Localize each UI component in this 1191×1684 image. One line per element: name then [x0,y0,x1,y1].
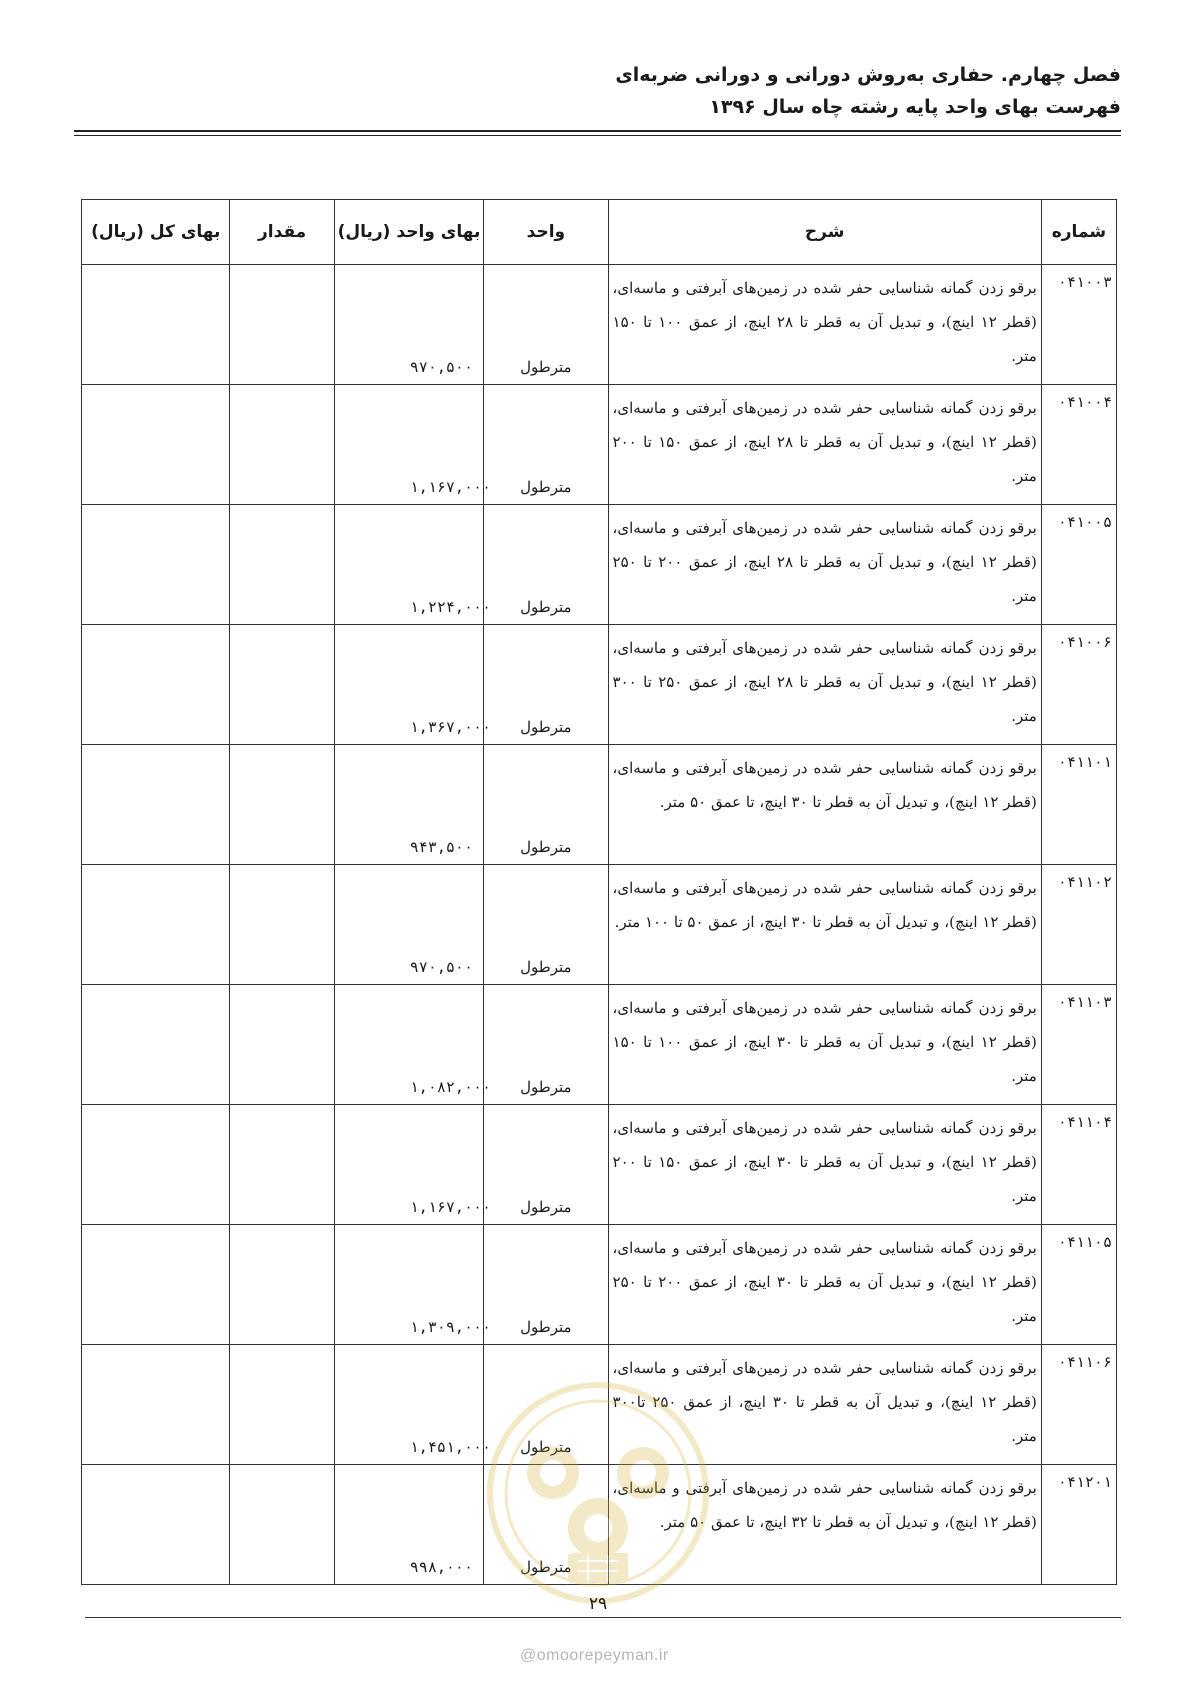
cell-number: ۰۴۱۰۰۵ [1041,505,1116,625]
cell-total-price [82,865,230,985]
cell-number: ۰۴۱۱۰۲ [1041,865,1116,985]
page-number: ۲۹ [588,1594,608,1614]
cell-unit: مترطول [484,265,608,385]
cell-number: ۰۴۱۰۰۴ [1041,385,1116,505]
table-row [82,865,1117,985]
table-row [82,985,1117,1105]
cell-description: برقو زدن گمانه شناسایی حفر شده در زمین‌های آبرفتی و ماسه‌ای، (قطر ۱۲ اینچ)، و تبدیل آن به قطر تا ۳۰ اینچ، از عمق ۱۵۰ تا ۲۰۰ متر. [608,1105,1041,1225]
seal-watermark-icon [483,1378,713,1608]
cell-unit-price: ۱,۱۶۷,۰۰۰ [334,385,483,505]
cell-quantity [230,505,334,625]
cell-total-price [82,745,230,865]
cell-unit: مترطول [484,385,608,505]
cell-description: برقو زدن گمانه شناسایی حفر شده در زمین‌های آبرفتی و ماسه‌ای، (قطر ۱۲ اینچ)، و تبدیل آن به قطر تا ۲۸ اینچ، از عمق ۱۵۰ تا ۲۰۰ متر. [608,385,1041,505]
cell-number: ۰۴۱۰۰۳ [1041,265,1116,385]
cell-quantity [230,865,334,985]
header-rule-thick [74,130,1121,132]
cell-unit-price: ۹۷۰,۵۰۰ [334,865,483,985]
cell-unit: مترطول [484,745,608,865]
table-row [82,625,1117,745]
cell-quantity [230,385,334,505]
col-header-description: شرح [608,200,1041,265]
footer-rule [85,1617,1121,1618]
table-row [82,1105,1117,1225]
col-header-quantity: مقدار [230,200,334,265]
cell-unit-price: ۱,۴۵۱,۰۰۰ [334,1345,483,1465]
cell-description: برقو زدن گمانه شناسایی حفر شده در زمین‌های آبرفتی و ماسه‌ای، (قطر ۱۲ اینچ)، و تبدیل آن به قطر تا ۳۲ اینچ، تا عمق ۵۰ متر. [608,1465,1041,1585]
cell-unit: مترطول [484,1345,608,1465]
cell-number: ۰۴۱۰۰۶ [1041,625,1116,745]
cell-total-price [82,985,230,1105]
cell-number: ۰۴۱۱۰۶ [1041,1345,1116,1465]
cell-quantity [230,265,334,385]
cell-number: ۰۴۱۱۰۵ [1041,1225,1116,1345]
cell-unit-price: ۹۷۰,۵۰۰ [334,265,483,385]
cell-unit: مترطول [484,1105,608,1225]
cell-total-price [82,1465,230,1585]
cell-unit: مترطول [484,1465,608,1585]
cell-total-price [82,1345,230,1465]
cell-number: ۰۴۱۱۰۱ [1041,745,1116,865]
cell-description: برقو زدن گمانه شناسایی حفر شده در زمین‌های آبرفتی و ماسه‌ای، (قطر ۱۲ اینچ)، و تبدیل آن به قطر تا ۲۸ اینچ، از عمق ۲۰۰ تا ۲۵۰ متر. [608,505,1041,625]
cell-total-price [82,625,230,745]
cell-quantity [230,1225,334,1345]
cell-total-price [82,385,230,505]
cell-unit-price: ۹۴۳,۵۰۰ [334,745,483,865]
table-row [82,745,1117,865]
website-watermark: @omoorepeyman.ir [520,1647,669,1664]
table-header-row [82,200,1117,265]
cell-unit-price: ۱,۲۲۴,۰۰۰ [334,505,483,625]
cell-description: برقو زدن گمانه شناسایی حفر شده در زمین‌های آبرفتی و ماسه‌ای، (قطر ۱۲ اینچ)، و تبدیل آن به قطر تا ۳۰ اینچ، از عمق ۵۰ تا ۱۰۰ متر. [608,865,1041,985]
cell-unit-price: ۱,۱۶۷,۰۰۰ [334,1105,483,1225]
cell-quantity [230,625,334,745]
cell-description: برقو زدن گمانه شناسایی حفر شده در زمین‌های آبرفتی و ماسه‌ای، (قطر ۱۲ اینچ)، و تبدیل آن به قطر تا ۳۰ اینچ، تا عمق ۵۰ متر. [608,745,1041,865]
cell-number: ۰۴۱۲۰۱ [1041,1465,1116,1585]
table-row [82,265,1117,385]
cell-total-price [82,265,230,385]
cell-total-price [82,1105,230,1225]
table-row [82,1225,1117,1345]
cell-unit-price: ۱,۳۶۷,۰۰۰ [334,625,483,745]
col-header-unit-price: بهای واحد (ریال) [334,200,483,265]
cell-description: برقو زدن گمانه شناسایی حفر شده در زمین‌های آبرفتی و ماسه‌ای، (قطر ۱۲ اینچ)، و تبدیل آن به قطر تا ۳۰ اینچ، از عمق ۲۵۰ تا۳۰۰ متر. [608,1345,1041,1465]
cell-unit-price: ۱,۳۰۹,۰۰۰ [334,1225,483,1345]
chapter-title: فصل چهارم. حفاری به‌روش دورانی و دورانی ضربه‌ای [615,64,1121,86]
page-header [74,58,1121,126]
cell-quantity [230,1465,334,1585]
cell-quantity [230,745,334,865]
cell-number: ۰۴۱۱۰۳ [1041,985,1116,1105]
cell-unit: مترطول [484,505,608,625]
cell-number: ۰۴۱۱۰۴ [1041,1105,1116,1225]
cell-total-price [82,1225,230,1345]
table-row [82,385,1117,505]
col-header-number: شماره [1041,200,1116,265]
table-row [82,505,1117,625]
cell-unit: مترطول [484,865,608,985]
col-header-total-price: بهای کل (ریال) [82,200,230,265]
cell-unit: مترطول [484,1225,608,1345]
cell-unit: مترطول [484,625,608,745]
cell-quantity [230,1105,334,1225]
cell-quantity [230,985,334,1105]
cell-description: برقو زدن گمانه شناسایی حفر شده در زمین‌های آبرفتی و ماسه‌ای، (قطر ۱۲ اینچ)، و تبدیل آن به قطر تا ۲۸ اینچ، از عمق ۲۵۰ تا ۳۰۰ متر. [608,625,1041,745]
col-header-unit: واحد [484,200,608,265]
price-list-title: فهرست بهای واحد پایه رشته چاه سال ۱۳۹۶ [709,96,1121,118]
cell-description: برقو زدن گمانه شناسایی حفر شده در زمین‌های آبرفتی و ماسه‌ای، (قطر ۱۲ اینچ)، و تبدیل آن به قطر تا ۳۰ اینچ، از عمق ۲۰۰ تا ۲۵۰ متر. [608,1225,1041,1345]
cell-description: برقو زدن گمانه شناسایی حفر شده در زمین‌های آبرفتی و ماسه‌ای، (قطر ۱۲ اینچ)، و تبدیل آن به قطر تا ۳۰ اینچ، از عمق ۱۰۰ تا ۱۵۰ متر. [608,985,1041,1105]
cell-total-price [82,505,230,625]
cell-description: برقو زدن گمانه شناسایی حفر شده در زمین‌های آبرفتی و ماسه‌ای، (قطر ۱۲ اینچ)، و تبدیل آن به قطر تا ۲۸ اینچ، از عمق ۱۰۰ تا ۱۵۰ متر. [608,265,1041,385]
cell-unit-price: ۹۹۸,۰۰۰ [334,1465,483,1585]
header-rule-thin [74,135,1121,136]
cell-quantity [230,1345,334,1465]
cell-unit-price: ۱,۰۸۲,۰۰۰ [334,985,483,1105]
cell-unit: مترطول [484,985,608,1105]
